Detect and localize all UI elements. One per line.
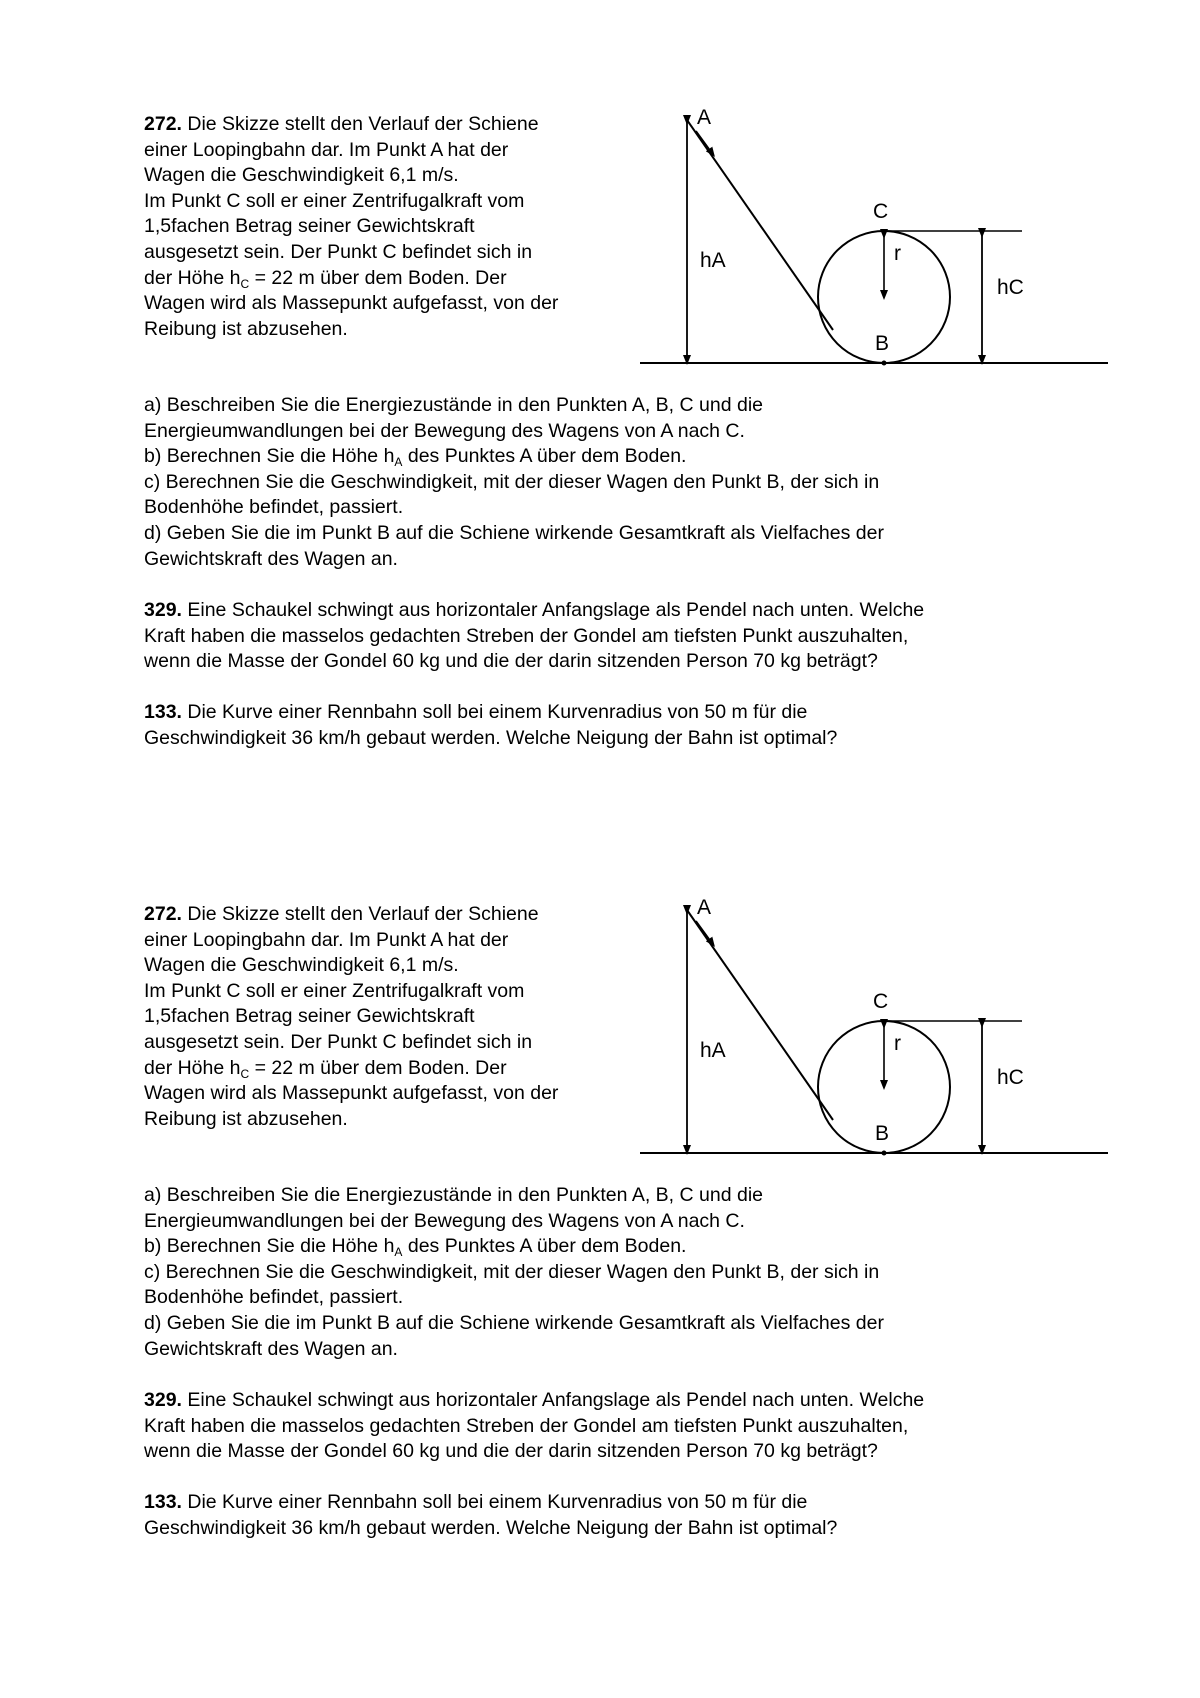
text-line-content: Die Kurve einer Rennbahn soll bei einem Kurvenradius von 50 m für die	[181, 1491, 808, 1513]
text-line-content: b) Berechnen Sie die Höhe h	[144, 445, 395, 468]
text-line: 1,5fachen Betrag seiner Gewichtskraft	[144, 1005, 475, 1028]
text-line-content: des Punktes A über dem Boden.	[402, 445, 687, 468]
problem-329-number: 329.	[144, 599, 182, 621]
subtask-c: c) Berechnen Sie die Geschwindigkeit, mit der dieser Wagen den Punkt B, der sich in	[144, 1260, 880, 1283]
subscript: A	[394, 1245, 403, 1260]
problem-329-number: 329.	[144, 1389, 182, 1411]
subtask-d: d) Geben Sie die im Punkt B auf die Schiene wirkende Gesamtkraft als Vielfaches der	[144, 521, 884, 544]
text-line: Kraft haben die masselos gedachten Streben der Gondel am tiefsten Punkt auszuhalten,	[144, 624, 909, 647]
text-line: ausgesetzt sein. Der Punkt C befindet sich in	[144, 240, 533, 263]
text-line: Wagen die Geschwindigkeit 6,1 m/s.	[144, 164, 459, 187]
text-line: Reibung ist abzusehen.	[144, 317, 348, 340]
point-b-dot	[882, 1151, 887, 1156]
subtask-c: c) Berechnen Sie die Geschwindigkeit, mit der dieser Wagen den Punkt B, der sich in	[144, 470, 880, 493]
worksheet-block	[0, 790, 1200, 1550]
subscript: A	[394, 455, 403, 470]
problem-272-subtasks	[144, 393, 1124, 572]
text-line: Geschwindigkeit 36 km/h gebaut werden. Welche Neigung der Bahn ist optimal?	[144, 1516, 838, 1539]
problem-272-number: 272.	[144, 903, 182, 925]
subtask-a: a) Beschreiben Sie die Energiezustände in den Punkten A, B, C und die	[144, 394, 763, 416]
text-line	[144, 598, 1144, 624]
text-line-content: b) Berechnen Sie die Höhe h	[144, 1235, 395, 1258]
text-line	[144, 700, 1144, 726]
subtask-d: d) Geben Sie die im Punkt B auf die Schiene wirkende Gesamtkraft als Vielfaches der	[144, 1311, 884, 1334]
problem-133	[144, 1490, 1144, 1541]
label-c: C	[873, 990, 889, 1013]
text-line-content: Die Skizze stellt den Verlauf der Schiene	[181, 903, 539, 925]
subtask-d-cont: Gewichtskraft des Wagen an.	[144, 547, 398, 570]
ramp-track	[687, 120, 833, 330]
label-b: B	[875, 1122, 890, 1145]
point-b-dot	[882, 361, 887, 366]
text-line-content: Eine Schaukel schwingt aus horizontaler Anfangslage als Pendel nach unten. Welche	[181, 1389, 925, 1411]
loop-track-diagram	[630, 108, 1110, 370]
label-a: A	[697, 898, 712, 919]
text-line: wenn die Masse der Gondel 60 kg und die der darin sitzenden Person 70 kg beträgt?	[144, 1440, 878, 1463]
text-line: einer Loopingbahn dar. Im Punkt A hat der	[144, 138, 509, 161]
problem-272-intro	[144, 902, 644, 1132]
subtask-c-cont: Bodenhöhe befindet, passiert.	[144, 1286, 404, 1309]
text-line: Im Punkt C soll er einer Zentrifugalkraft vom	[144, 979, 525, 1002]
worksheet-block	[0, 0, 1200, 760]
subtask-b	[144, 1234, 1124, 1260]
subtask-a: a) Beschreiben Sie die Energiezustände in den Punkten A, B, C und die	[144, 1184, 763, 1206]
text-line: Wagen wird als Massepunkt aufgefasst, von der	[144, 1082, 559, 1105]
text-line	[144, 266, 644, 292]
text-line: 1,5fachen Betrag seiner Gewichtskraft	[144, 215, 475, 238]
label-b: B	[875, 332, 890, 355]
problem-133-number: 133.	[144, 1491, 182, 1513]
problem-133	[144, 700, 1144, 751]
text-line-content: = 22 m über dem Boden. Der	[249, 1056, 507, 1079]
velocity-arrow	[696, 131, 712, 153]
label-ha: hA	[700, 1039, 726, 1062]
loop-track-svg	[630, 108, 1110, 370]
text-line: einer Loopingbahn dar. Im Punkt A hat der	[144, 928, 509, 951]
text-line	[144, 1490, 1144, 1516]
problem-133-number: 133.	[144, 701, 182, 723]
ramp-track	[687, 910, 833, 1120]
loop-track-svg	[630, 898, 1110, 1160]
text-line-content: Die Skizze stellt den Verlauf der Schiene	[181, 113, 539, 135]
subtask-a-cont: Energieumwandlungen bei der Bewegung des Wagens von A nach C.	[144, 419, 745, 442]
text-line: ausgesetzt sein. Der Punkt C befindet sich in	[144, 1030, 533, 1053]
text-line: Reibung ist abzusehen.	[144, 1107, 348, 1130]
subtask-b	[144, 444, 1124, 470]
text-line-content: der Höhe h	[144, 1056, 241, 1079]
text-line	[144, 112, 644, 138]
text-line-content: Die Kurve einer Rennbahn soll bei einem Kurvenradius von 50 m für die	[181, 701, 808, 723]
problem-272-subtasks	[144, 1183, 1124, 1362]
label-c: C	[873, 200, 889, 223]
label-a: A	[697, 108, 712, 129]
subtask-a-cont: Energieumwandlungen bei der Bewegung des Wagens von A nach C.	[144, 1209, 745, 1232]
text-line-content: des Punktes A über dem Boden.	[402, 1235, 687, 1258]
label-r: r	[894, 1032, 901, 1055]
problem-272-intro	[144, 112, 644, 342]
problem-272-number: 272.	[144, 113, 182, 135]
text-line: Wagen die Geschwindigkeit 6,1 m/s.	[144, 954, 459, 977]
velocity-arrow	[696, 921, 712, 943]
text-line: wenn die Masse der Gondel 60 kg und die der darin sitzenden Person 70 kg beträgt?	[144, 650, 878, 673]
subtask-d-cont: Gewichtskraft des Wagen an.	[144, 1337, 398, 1360]
problem-329	[144, 598, 1144, 675]
label-r: r	[894, 242, 901, 265]
subscript: C	[240, 1066, 250, 1081]
text-line	[144, 1388, 1144, 1414]
text-line-content: Eine Schaukel schwingt aus horizontaler Anfangslage als Pendel nach unten. Welche	[181, 599, 925, 621]
text-line	[144, 1056, 644, 1082]
text-line-content: der Höhe h	[144, 266, 241, 289]
text-line-content: = 22 m über dem Boden. Der	[249, 266, 507, 289]
text-line: Im Punkt C soll er einer Zentrifugalkraft vom	[144, 189, 525, 212]
label-hc: hC	[997, 1066, 1024, 1089]
text-line: Wagen wird als Massepunkt aufgefasst, von der	[144, 292, 559, 315]
loop-track-diagram	[630, 898, 1110, 1160]
subscript: C	[240, 276, 250, 291]
problem-329	[144, 1388, 1144, 1465]
label-hc: hC	[997, 276, 1024, 299]
subtask-c-cont: Bodenhöhe befindet, passiert.	[144, 496, 404, 519]
text-line: Kraft haben die masselos gedachten Streben der Gondel am tiefsten Punkt auszuhalten,	[144, 1414, 909, 1437]
text-line: Geschwindigkeit 36 km/h gebaut werden. Welche Neigung der Bahn ist optimal?	[144, 726, 838, 749]
text-line	[144, 902, 644, 928]
label-ha: hA	[700, 249, 726, 272]
